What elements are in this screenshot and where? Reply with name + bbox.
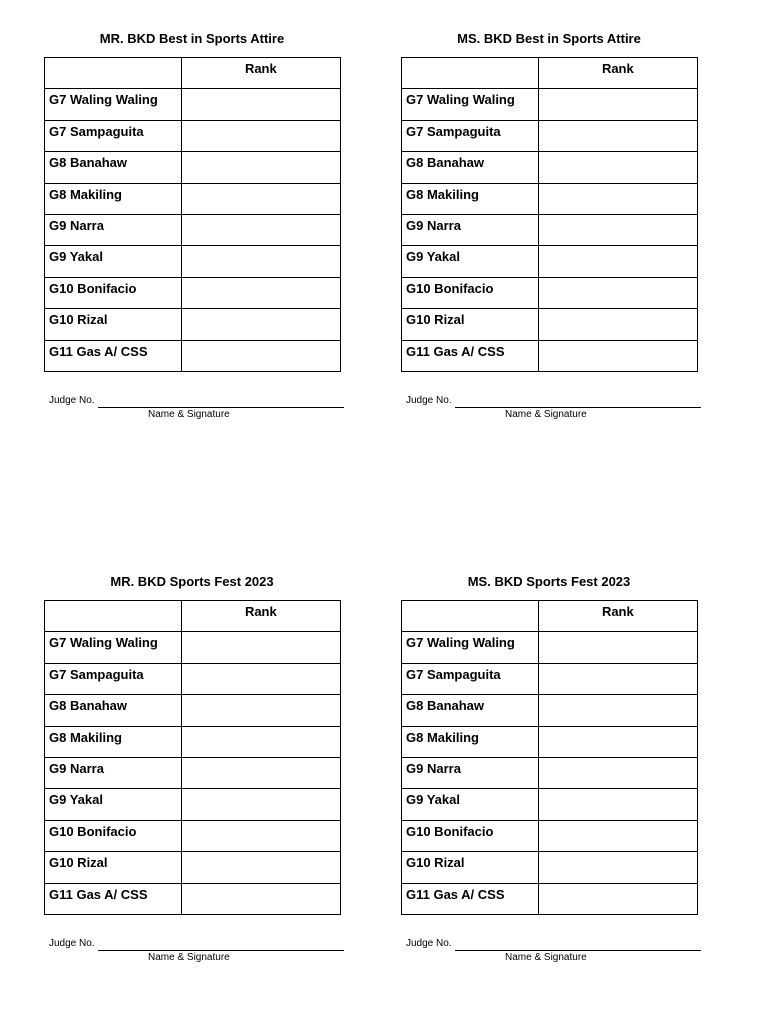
- section-name-cell: G8 Banahaw: [45, 695, 182, 726]
- rank-entry-cell[interactable]: [538, 663, 697, 694]
- name-signature-caption: Name & Signature: [505, 951, 587, 963]
- rank-entry-cell[interactable]: [181, 120, 340, 151]
- rank-entry-cell[interactable]: [181, 152, 340, 183]
- rank-entry-cell[interactable]: [538, 120, 697, 151]
- rank-entry-cell[interactable]: [538, 695, 697, 726]
- table-row: [402, 695, 698, 726]
- judge-signature-blank[interactable]: [455, 396, 701, 408]
- table-row: [402, 663, 698, 694]
- section-name-cell: G8 Banahaw: [402, 152, 539, 183]
- form-ms-best-sports-attire: [401, 30, 701, 422]
- section-name-cell: G10 Bonifacio: [45, 820, 182, 851]
- judge-line: [44, 937, 344, 951]
- section-name-cell: G11 Gas A/ CSS: [402, 340, 539, 371]
- ranking-table: [44, 57, 341, 372]
- table-row: [402, 89, 698, 120]
- rank-entry-cell[interactable]: [181, 726, 340, 757]
- judge-signature-blank[interactable]: [455, 939, 701, 951]
- section-name-cell: G7 Waling Waling: [45, 632, 182, 663]
- table-row: [45, 789, 341, 820]
- judge-line: [44, 394, 344, 408]
- judge-label: Judge No.: [49, 394, 95, 406]
- table-row: [402, 309, 698, 340]
- judge-signature-blank[interactable]: [98, 939, 344, 951]
- rank-entry-cell[interactable]: [538, 183, 697, 214]
- table-row: [402, 152, 698, 183]
- table-row: [45, 852, 341, 883]
- table-row: [45, 757, 341, 788]
- section-name-cell: G8 Banahaw: [402, 695, 539, 726]
- section-name-cell: G11 Gas A/ CSS: [45, 883, 182, 914]
- rank-entry-cell[interactable]: [181, 789, 340, 820]
- table-row: [402, 214, 698, 245]
- table-row: [402, 820, 698, 851]
- section-name-cell: G10 Bonifacio: [402, 820, 539, 851]
- section-name-cell: G8 Banahaw: [45, 152, 182, 183]
- form-title: MR. BKD Sports Fest 2023: [110, 574, 274, 589]
- rank-entry-cell[interactable]: [181, 183, 340, 214]
- rank-entry-cell[interactable]: [181, 695, 340, 726]
- section-name-cell: G7 Sampaguita: [45, 120, 182, 151]
- header-blank-cell: [402, 601, 539, 632]
- judge-label: Judge No.: [49, 937, 95, 949]
- section-name-cell: G8 Makiling: [402, 726, 539, 757]
- rank-entry-cell[interactable]: [181, 246, 340, 277]
- section-name-cell: G9 Yakal: [402, 246, 539, 277]
- table-row: [45, 632, 341, 663]
- rank-entry-cell[interactable]: [538, 246, 697, 277]
- section-name-cell: G7 Waling Waling: [45, 89, 182, 120]
- section-name-cell: G7 Waling Waling: [402, 89, 539, 120]
- rank-entry-cell[interactable]: [181, 852, 340, 883]
- form-mr-best-sports-attire: [44, 30, 344, 422]
- rank-entry-cell[interactable]: [538, 852, 697, 883]
- section-name-cell: G9 Yakal: [45, 246, 182, 277]
- table-row: [45, 277, 341, 308]
- section-name-cell: G9 Narra: [45, 757, 182, 788]
- table-row: [402, 277, 698, 308]
- rank-entry-cell[interactable]: [181, 89, 340, 120]
- rank-entry-cell[interactable]: [538, 632, 697, 663]
- rank-entry-cell[interactable]: [538, 726, 697, 757]
- judge-label: Judge No.: [406, 937, 452, 949]
- name-signature-caption: Name & Signature: [148, 951, 230, 963]
- judge-line: [401, 394, 701, 408]
- rank-entry-cell[interactable]: [181, 340, 340, 371]
- rank-entry-cell[interactable]: [538, 277, 697, 308]
- rank-entry-cell[interactable]: [181, 663, 340, 694]
- table-row: [402, 757, 698, 788]
- header-blank-cell: [45, 58, 182, 89]
- name-signature-caption: Name & Signature: [505, 408, 587, 420]
- section-name-cell: G8 Makiling: [402, 183, 539, 214]
- table-row: [45, 726, 341, 757]
- table-row: [402, 246, 698, 277]
- form-title: MS. BKD Sports Fest 2023: [467, 574, 631, 589]
- rank-entry-cell[interactable]: [538, 883, 697, 914]
- table-row: [45, 89, 341, 120]
- header-blank-cell: [45, 601, 182, 632]
- rank-entry-cell[interactable]: [538, 789, 697, 820]
- rank-entry-cell[interactable]: [181, 757, 340, 788]
- table-row: [402, 340, 698, 371]
- rank-entry-cell[interactable]: [181, 820, 340, 851]
- section-name-cell: G7 Sampaguita: [402, 120, 539, 151]
- rank-header: Rank: [538, 58, 697, 89]
- table-row: [45, 883, 341, 914]
- section-name-cell: G8 Makiling: [45, 726, 182, 757]
- form-title: MS. BKD Best in Sports Attire: [457, 31, 641, 46]
- table-row: [45, 340, 341, 371]
- section-name-cell: G7 Sampaguita: [402, 663, 539, 694]
- table-row: [45, 246, 341, 277]
- rank-entry-cell[interactable]: [538, 757, 697, 788]
- section-name-cell: G7 Sampaguita: [45, 663, 182, 694]
- table-row: [402, 852, 698, 883]
- section-name-cell: G7 Waling Waling: [402, 632, 539, 663]
- table-row: [402, 120, 698, 151]
- rank-entry-cell[interactable]: [181, 277, 340, 308]
- table-row: [402, 883, 698, 914]
- rank-entry-cell[interactable]: [538, 309, 697, 340]
- table-row: [45, 152, 341, 183]
- table-row: [45, 309, 341, 340]
- section-name-cell: G9 Narra: [402, 757, 539, 788]
- judge-signature-blank[interactable]: [98, 396, 344, 408]
- table-row: [402, 183, 698, 214]
- table-row: [402, 789, 698, 820]
- ranking-table: [44, 600, 341, 915]
- table-row: [402, 726, 698, 757]
- table-header-row: [45, 601, 341, 632]
- rank-header: Rank: [181, 58, 340, 89]
- rank-header: Rank: [538, 601, 697, 632]
- ranking-table: [401, 600, 698, 915]
- rank-entry-cell[interactable]: [181, 214, 340, 245]
- section-name-cell: G10 Rizal: [45, 852, 182, 883]
- table-row: [45, 120, 341, 151]
- section-name-cell: G11 Gas A/ CSS: [45, 340, 182, 371]
- section-name-cell: G9 Yakal: [45, 789, 182, 820]
- table-row: [402, 632, 698, 663]
- rank-entry-cell[interactable]: [181, 632, 340, 663]
- rank-entry-cell[interactable]: [181, 309, 340, 340]
- judge-line: [401, 937, 701, 951]
- table-header-row: [402, 601, 698, 632]
- table-header-row: [402, 58, 698, 89]
- section-name-cell: G10 Bonifacio: [45, 277, 182, 308]
- table-row: [45, 663, 341, 694]
- form-ms-sports-fest: [401, 573, 701, 965]
- form-title: MR. BKD Best in Sports Attire: [99, 31, 285, 46]
- rank-entry-cell[interactable]: [538, 820, 697, 851]
- table-header-row: [45, 58, 341, 89]
- table-row: [45, 214, 341, 245]
- section-name-cell: G10 Rizal: [402, 852, 539, 883]
- section-name-cell: G11 Gas A/ CSS: [402, 883, 539, 914]
- rank-entry-cell[interactable]: [538, 89, 697, 120]
- header-blank-cell: [402, 58, 539, 89]
- ranking-table: [401, 57, 698, 372]
- rank-entry-cell[interactable]: [538, 214, 697, 245]
- name-signature-caption: Name & Signature: [148, 408, 230, 420]
- section-name-cell: G9 Yakal: [402, 789, 539, 820]
- rank-entry-cell[interactable]: [538, 152, 697, 183]
- table-row: [45, 695, 341, 726]
- table-row: [45, 183, 341, 214]
- section-name-cell: G9 Narra: [402, 214, 539, 245]
- form-mr-sports-fest: [44, 573, 344, 965]
- rank-entry-cell[interactable]: [181, 883, 340, 914]
- rank-header: Rank: [181, 601, 340, 632]
- section-name-cell: G10 Rizal: [45, 309, 182, 340]
- section-name-cell: G10 Rizal: [402, 309, 539, 340]
- section-name-cell: G8 Makiling: [45, 183, 182, 214]
- table-row: [45, 820, 341, 851]
- rank-entry-cell[interactable]: [538, 340, 697, 371]
- section-name-cell: G10 Bonifacio: [402, 277, 539, 308]
- section-name-cell: G9 Narra: [45, 214, 182, 245]
- judge-label: Judge No.: [406, 394, 452, 406]
